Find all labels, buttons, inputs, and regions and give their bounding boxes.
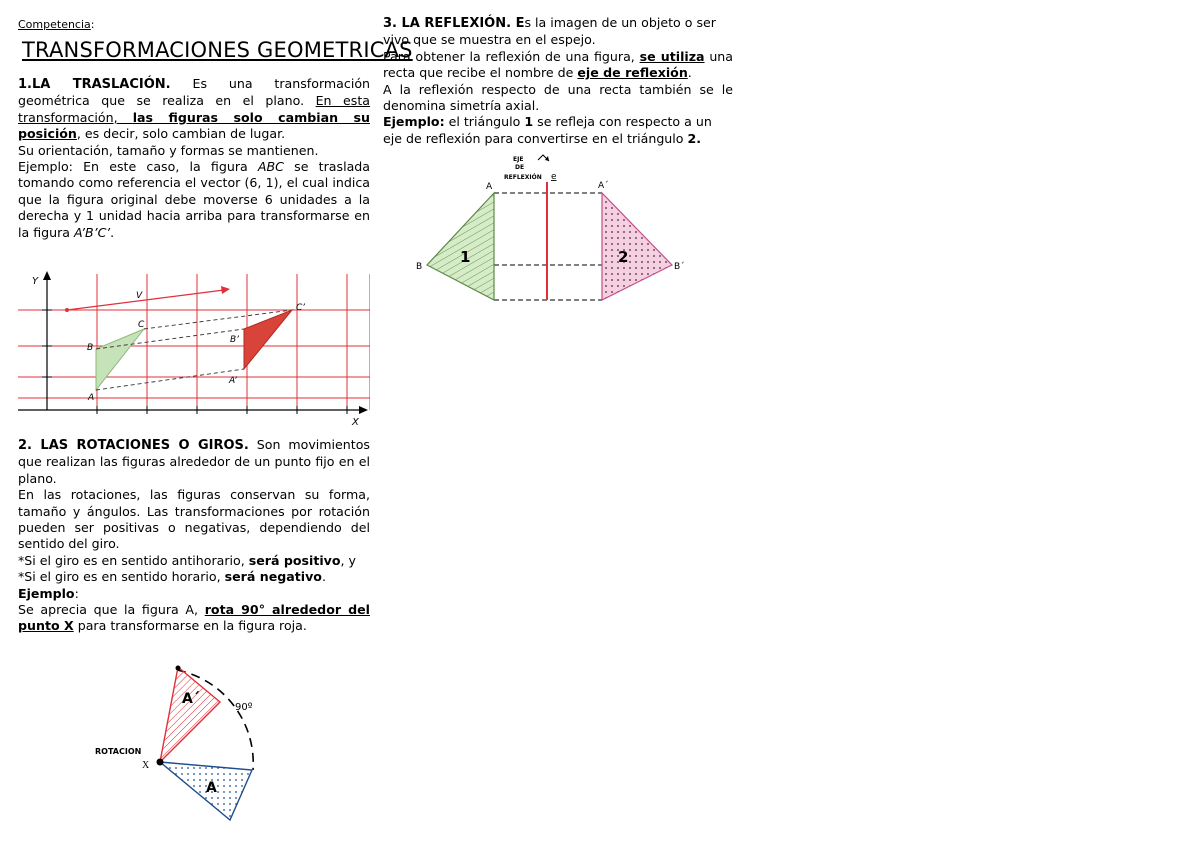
triangle-abc-prime — [244, 310, 292, 369]
rotaciones-example: Se aprecia que la figura A, rota 90° alrededor del punto X para transformarse en la figura roja. — [18, 602, 370, 634]
pivot-point-x — [157, 759, 164, 766]
point-a-prime-label: A’ — [229, 376, 237, 386]
vector-arrow-icon — [221, 286, 230, 294]
traslacion-orientation: Su orientación, tamaño y formas se mantienen. — [18, 142, 319, 158]
vector-v — [67, 290, 224, 310]
vector-origin — [65, 308, 69, 312]
reflexion-simetria: A la reflexión respecto de una recta también se le denomina simetría axial. — [383, 81, 733, 114]
rotaciones-bullet-positive: *Si el giro es en sentido antihorario, será positivo, y — [18, 552, 357, 568]
y-axis-arrow-icon — [43, 271, 51, 280]
figure-a-prime-label: A´ — [182, 691, 200, 707]
reflexion-intro: 3. LA REFLEXIÓN. Es la imagen de un objeto o ser vivo que se muestra en el espejo. — [383, 15, 716, 48]
traslacion-section — [18, 76, 370, 241]
reflexion-example: Ejemplo: el triángulo 1 se refleja con respecto a un eje de reflexión para convertirse en el triángulo 2. — [383, 114, 712, 146]
angle-label: 90º — [235, 702, 253, 713]
y-axis-label: Y — [32, 276, 39, 287]
point-c-label: C — [138, 320, 145, 330]
reflexion-section — [383, 15, 733, 147]
x-axis-label: X — [352, 417, 359, 428]
eje-label: EJE — [513, 156, 524, 163]
point-c-prime-label: C’ — [296, 303, 305, 313]
page-title: TRANSFORMACIONES GEOMETRICAS — [22, 38, 413, 62]
rotaciones-description: En las rotaciones, las figuras conservan su forma, tamaño y ángulos. Las transformaciones por rotación pueden ser positivas o negativas, dependiendo del sentido del giro. — [18, 487, 370, 552]
reflection-diagram — [412, 152, 697, 304]
rotacion-label: ROTACION — [95, 747, 142, 756]
point-a-prime-label: A´ — [598, 181, 609, 191]
arc-end-point — [176, 666, 181, 671]
rotaciones-ejemplo-heading: Ejemplo: — [18, 585, 79, 601]
point-b-label: B — [416, 262, 423, 272]
vector-label: V — [136, 291, 143, 301]
point-b-label: B — [87, 343, 94, 353]
triangle-2-label: 2 — [618, 248, 629, 266]
rotation-diagram — [90, 652, 290, 824]
reflexion-definition: Para obtener la reflexión de una figura, se utiliza una recta que recibe el nombre de eje de reflexión. — [383, 48, 734, 81]
axis-e-label: e — [551, 172, 557, 182]
axis-pointer-arrow-icon — [545, 156, 549, 161]
point-a-label: A — [88, 393, 95, 403]
point-b-prime-label: B´ — [674, 262, 685, 272]
triangle-1-label: 1 — [460, 248, 471, 266]
traslacion-paragraph: 1.LA TRASLACIÓN. Es una transformación geométrica que se realiza en el plano. En esta transformación, las figuras solo cambian su posición, es decir, solo cambian de lugar. — [18, 76, 371, 142]
figure-a-prime — [160, 667, 220, 762]
de-label: DE — [515, 164, 525, 171]
triangle-1 — [427, 193, 494, 300]
competencia-label: Competencia: — [18, 18, 95, 31]
rotaciones-intro: 2. LAS ROTACIONES O GIROS. Son movimientos que realizan las figuras alrededor de un punto fijo en el plano. — [18, 437, 370, 486]
point-x-label: X — [142, 760, 150, 771]
rotaciones-bullet-negative: *Si el giro es en sentido horario, será negativo. — [18, 569, 326, 585]
rotaciones-section — [18, 437, 370, 635]
point-b-prime-label: B’ — [230, 335, 240, 345]
point-a-label: A — [486, 182, 493, 192]
x-axis-arrow-icon — [359, 406, 368, 414]
reflexion-axis-label: REFLEXIÓN — [504, 174, 542, 181]
figure-a-label: A — [206, 780, 217, 796]
triangle-abc — [96, 329, 144, 390]
triangle-2 — [602, 193, 672, 300]
traslacion-example: Ejemplo: En este caso, la figura ABC se traslada tomando como referencia el vector (6, 1), el cual indica que la figura original debe moverse 6 unidades a la derecha y 1 unidad hacia arriba para transformarse en la figura A’B’C’. — [18, 159, 370, 240]
translation-graph — [18, 268, 370, 430]
